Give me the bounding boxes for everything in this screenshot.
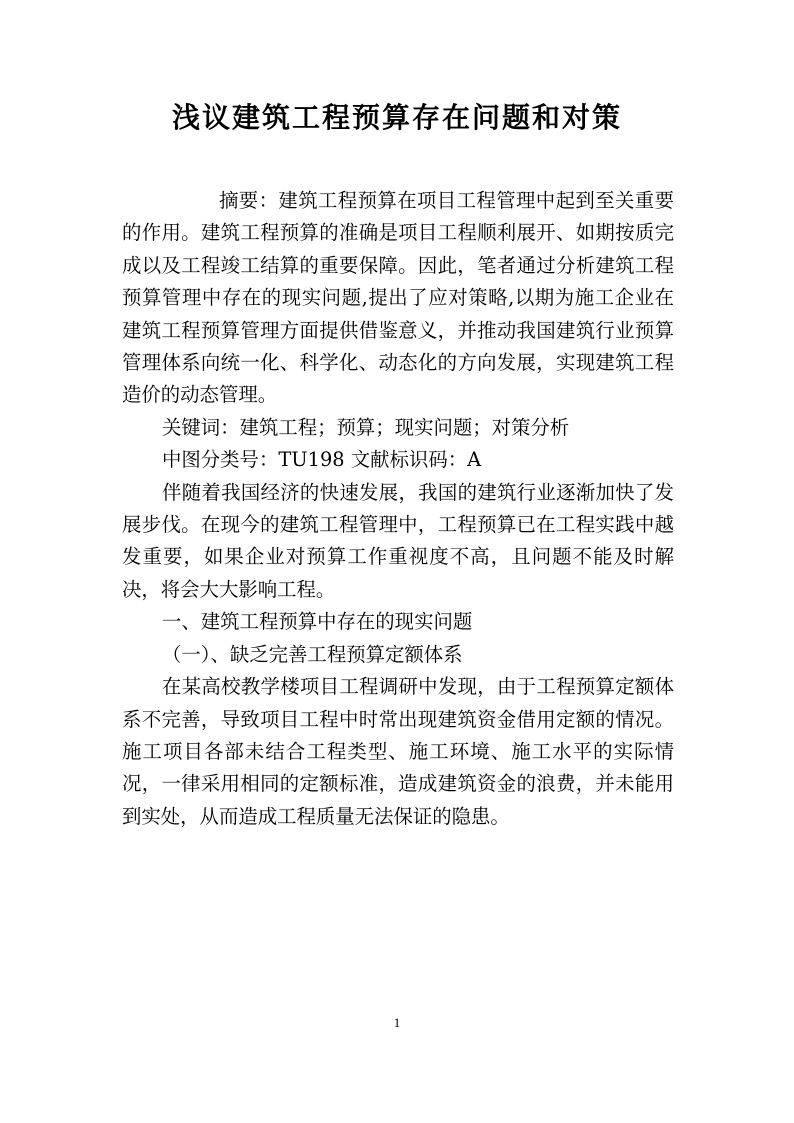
subsection-paragraph: 在某高校教学楼项目工程调研中发现，由于工程预算定额体系不完善，导致项目工程中时常出现建筑资金借用定额的情况。施工项目各部未结合工程类型、施工环境、施工水平的实际情况，一律采用相同的定额标准，造成建筑资金的浪费，并未能用到实处，从而造成工程质量无法保证的隐患。 (122, 675, 674, 828)
document-title: 浅议建筑工程预算存在问题和对策 (171, 101, 622, 134)
intro-paragraph: 伴随着我国经济的快速发展，我国的建筑行业逐渐加快了发展步伐。在现今的建筑工程管理中，工程预算已在工程实践中越发重要，如果企业对预算工作重视度不高，且问题不能及时解决，将会大大影响工程。 (122, 480, 674, 601)
section-heading: 一、建筑工程预算中存在的现实问题 (162, 610, 473, 634)
subsection-heading: （一）、缺乏完善工程预算定额体系 (162, 642, 463, 666)
abstract-paragraph: 摘要：建筑工程预算在项目工程管理中起到至关重要的作用。建筑工程预算的准确是项目工程顺利展开、如期按质完成以及工程竣工结算的重要保障。因此，笔者通过分析建筑工程预算管理中存在的现实问题,提出了应对策略,以期为施工企业在建筑工程预算管理方面提供借鉴意义，并推动我国建筑行业预算管理体系向统一化、科学化、动态化的方向发展，实现建筑工程造价的动态管理。 (122, 189, 674, 407)
document-body (122, 185, 674, 833)
keywords-line: 关键词：建筑工程；预算；现实问题；对策分析 (162, 415, 570, 439)
page-number: 1 (393, 1015, 401, 1030)
classification-line: 中图分类号：TU198 文献标识码：A (162, 448, 482, 472)
